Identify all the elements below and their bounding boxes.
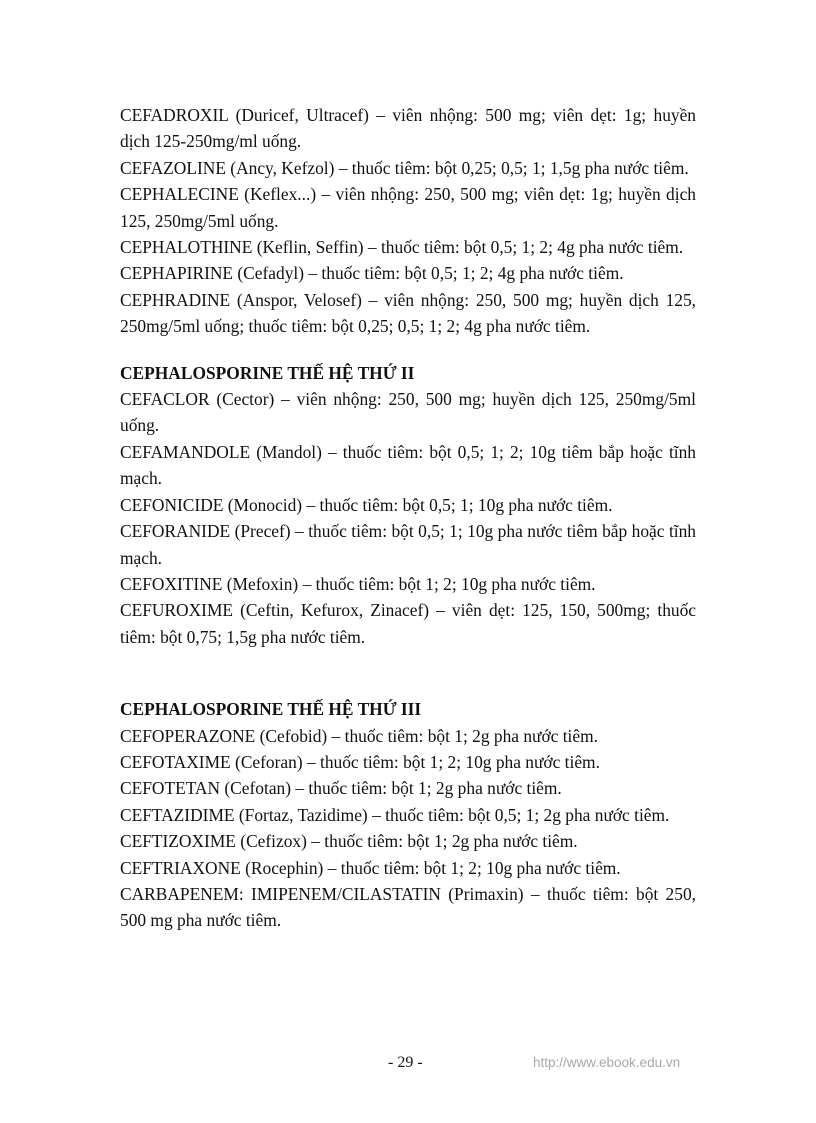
drug-entry-cefonicide: CEFONICIDE (Monocid) – thuốc tiêm: bột 0,5; 1; 10g pha nước tiêm. [120,494,613,515]
page-number: - 29 - [388,1054,423,1071]
drug-entry-cephapirine: CEPHAPIRINE (Cefadyl) – thuốc tiêm: bột 0,5; 1; 2; 4g pha nước tiêm. [120,263,624,284]
drug-entry-ceftriaxone: CEFTRIAXONE (Rocephin) – thuốc tiêm: bột 1; 2; 10g pha nước tiêm. [120,857,621,878]
section-spacer [120,650,696,696]
drug-entry-cefaclor: CEFACLOR (Cector) – viên nhộng: 250, 500 mg; huyền dịch 125, 250mg/5ml uống. [120,389,696,436]
drug-entry-cefotetan: CEFOTETAN (Cefotan) – thuốc tiêm: bột 1; 2g pha nước tiêm. [120,778,562,799]
drug-entry-cephalothine: CEPHALOTHINE (Keflin, Seffin) – thuốc tiêm: bột 0,5; 1; 2; 4g pha nước tiêm. [120,237,684,258]
section-heading-3: CEPHALOSPORINE THẾ HỆ THỨ III [120,699,422,720]
drug-entry-cefazoline: CEFAZOLINE (Ancy, Kefzol) – thuốc tiêm: bột 0,25; 0,5; 1; 1,5g pha nước tiêm. [120,157,689,178]
drug-entry-ceforanide: CEFORANIDE (Precef) – thuốc tiêm: bột 0,5; 1; 10g pha nước tiêm bắp hoặc tĩnh mạch. [120,521,696,568]
drug-entry-cephalecine: CEPHALECINE (Keflex...) – viên nhộng: 250, 500 mg; viên dẹt: 1g; huyền dịch 125, 250mg/5ml uống. [120,184,696,231]
drug-entry-cefadroxil: CEFADROXIL (Duricef, Ultracef) – viên nhộng: 500 mg; viên dẹt: 1g; huyền dịch 125-250mg/ml uống. [120,105,696,152]
drug-entry-cefotaxime: CEFOTAXIME (Ceforan) – thuốc tiêm: bột 1; 2; 10g pha nước tiêm. [120,751,600,772]
drug-entry-ceftizoxime: CEFTIZOXIME (Cefizox) – thuốc tiêm: bột 1; 2g pha nước tiêm. [120,831,578,852]
section-cephalosporin-2 [120,360,696,650]
drug-entry-cefamandole: CEFAMANDOLE (Mandol) – thuốc tiêm: bột 0,5; 1; 2; 10g tiêm bắp hoặc tĩnh mạch. [120,441,696,489]
drug-entry-imipenem-cilastatin: CARBAPENEM: IMIPENEM/CILASTATIN (Primaxin) – thuốc tiêm: bột 250, 500 mg pha nước tiêm. [120,883,696,931]
page-body [120,102,696,934]
drug-entry-ceftazidime: CEFTAZIDIME (Fortaz, Tazidime) – thuốc tiêm: bột 0,5; 1; 2g pha nước tiêm. [120,804,670,825]
drug-entry-cephradine: CEPHRADINE (Anspor, Velosef) – viên nhộng: 250, 500 mg; huyền dịch 125, 250mg/5ml uống; thuốc tiêm: bột 0,25; 0,5; 1; 2; 4g pha nước tiêm. [120,289,696,337]
section-cephalosporin-1 [120,102,696,340]
drug-entry-cefuroxime: CEFUROXIME (Ceftin, Kefurox, Zinacef) – viên dẹt: 125, 150, 500mg; thuốc tiêm: bột 0,75; 1,5g pha nước tiêm. [120,600,696,647]
section-cephalosporin-3 [120,696,696,934]
page-footer [0,1052,816,1074]
drug-entry-cefoxitine: CEFOXITINE (Mefoxin) – thuốc tiêm: bột 1; 2; 10g pha nước tiêm. [120,573,596,594]
source-url-watermark: http://www.ebook.edu.vn [533,1055,681,1070]
section-heading-2: CEPHALOSPORINE THẾ HỆ THỨ II [120,362,415,383]
section-spacer [120,340,696,360]
drug-entry-cefoperazone: CEFOPERAZONE (Cefobid) – thuốc tiêm: bột 1; 2g pha nước tiêm. [120,725,598,746]
